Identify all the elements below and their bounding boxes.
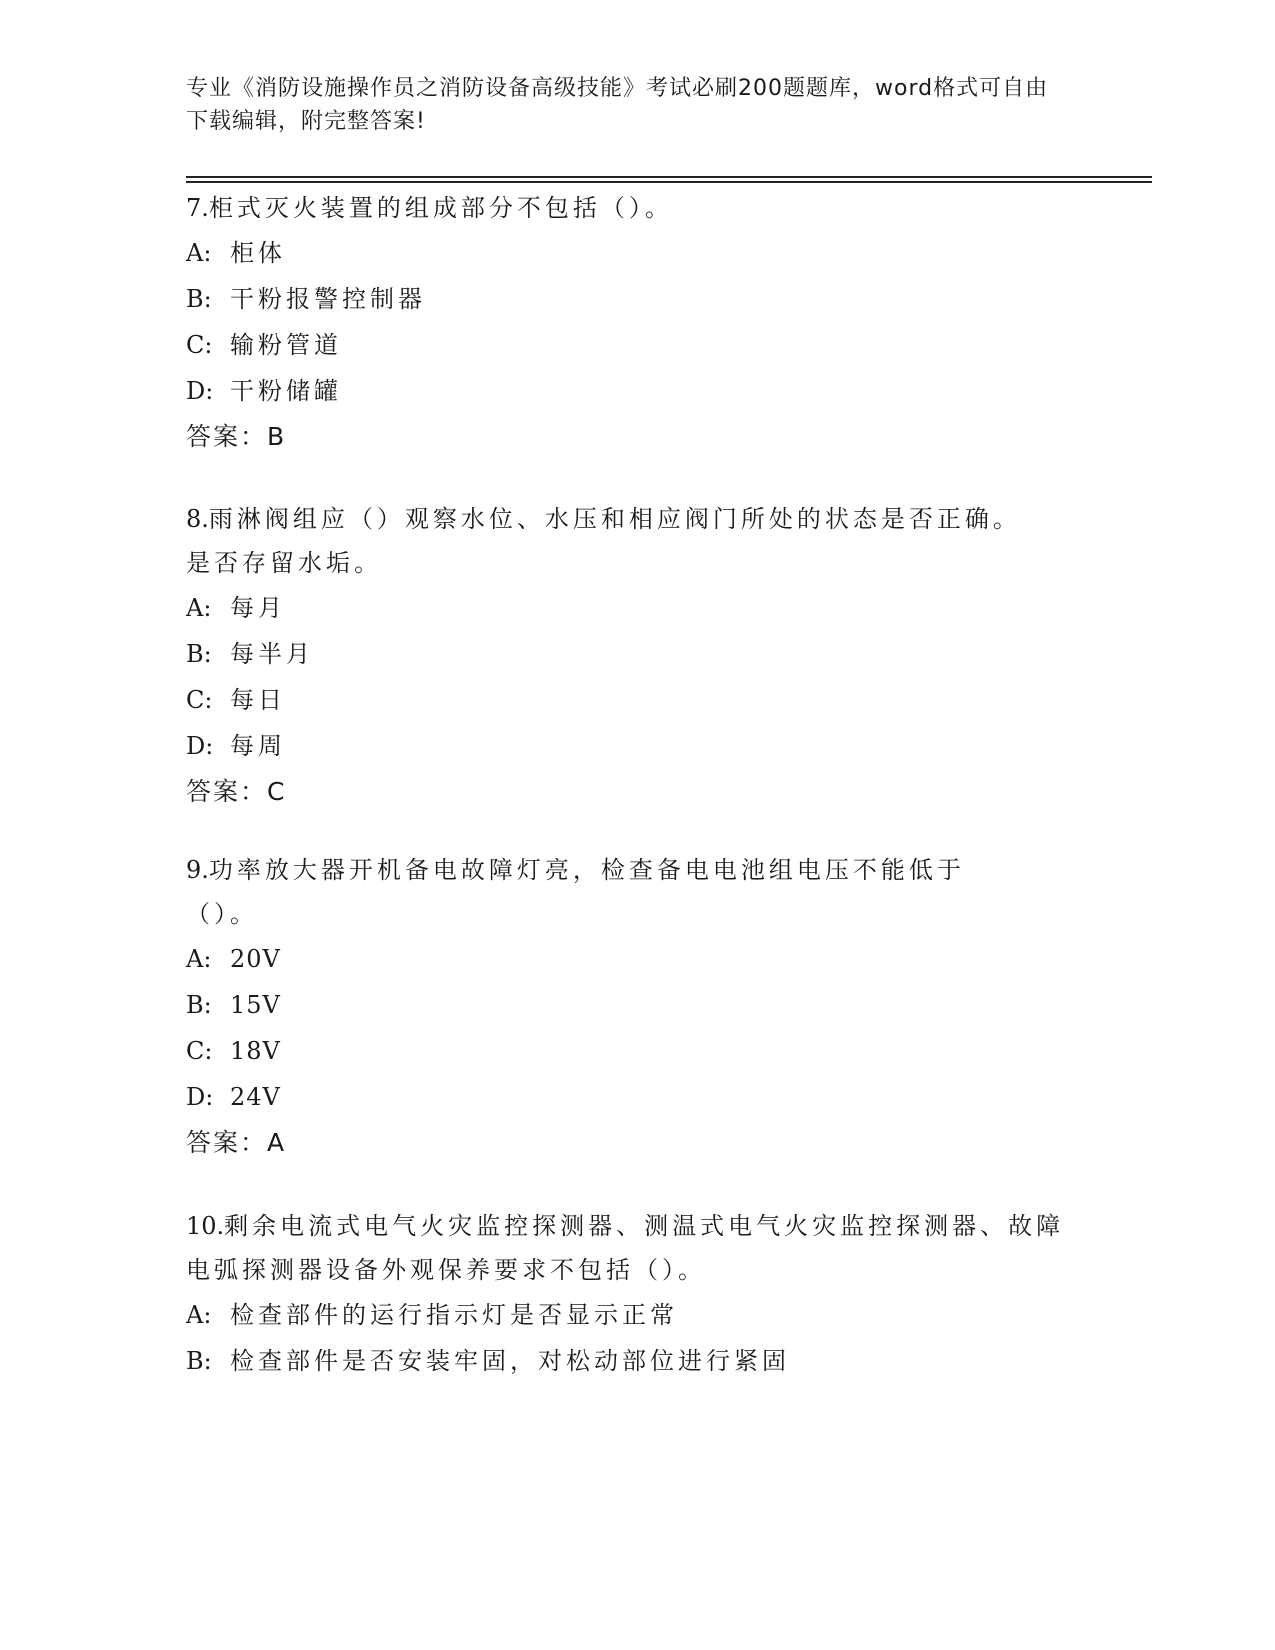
option-a: A: 每月 bbox=[186, 594, 286, 622]
document-intro: 专业《消防设施操作员之消防设备高级技能》考试必刷200题题库，word格式可自由下载编辑，附完整答案! bbox=[186, 76, 1049, 134]
option-b: B: 检查部件是否安装牢固，对松动部位进行紧固 bbox=[186, 1347, 790, 1375]
answer-line: 答案：B bbox=[186, 422, 287, 451]
question-stem: 7.柜式灭火装置的组成部分不包括（）。 bbox=[186, 194, 673, 222]
option-d: D: 每周 bbox=[186, 732, 286, 760]
option-b: B: 15V bbox=[186, 991, 281, 1019]
question-stem: 8.雨淋阀组应（）观察水位、水压和相应阀门所处的状态是否正确。是否存留水垢。 bbox=[186, 505, 1021, 577]
option-c: C: 输粉管道 bbox=[186, 331, 342, 359]
option-c: C: 每日 bbox=[186, 686, 286, 714]
question-7 bbox=[186, 186, 1086, 460]
header-divider-bottom bbox=[186, 181, 1152, 183]
option-a: A: 柜体 bbox=[186, 239, 286, 267]
option-c: C: 18V bbox=[186, 1037, 281, 1065]
option-b: B: 干粉报警控制器 bbox=[186, 285, 426, 313]
question-stem: 9.功率放大器开机备电故障灯亮，检查备电电池组电压不能低于（）。 bbox=[186, 856, 965, 928]
question-8 bbox=[186, 497, 1086, 815]
answer-line: 答案：C bbox=[186, 777, 287, 806]
question-10 bbox=[186, 1204, 1086, 1384]
option-d: D: 24V bbox=[186, 1083, 281, 1111]
header-divider-top bbox=[186, 176, 1152, 178]
question-9 bbox=[186, 848, 1086, 1166]
question-stem: 10.剩余电流式电气火灾监控探测器、测温式电气火灾监控探测器、故障电弧探测器设备外观保养要求不包括（）。 bbox=[186, 1212, 1065, 1284]
option-d: D: 干粉储罐 bbox=[186, 377, 342, 405]
option-a: A: 20V bbox=[186, 945, 281, 973]
option-a: A: 检查部件的运行指示灯是否显示正常 bbox=[186, 1301, 678, 1329]
option-b: B: 每半月 bbox=[186, 640, 314, 668]
answer-line: 答案：A bbox=[186, 1128, 287, 1157]
